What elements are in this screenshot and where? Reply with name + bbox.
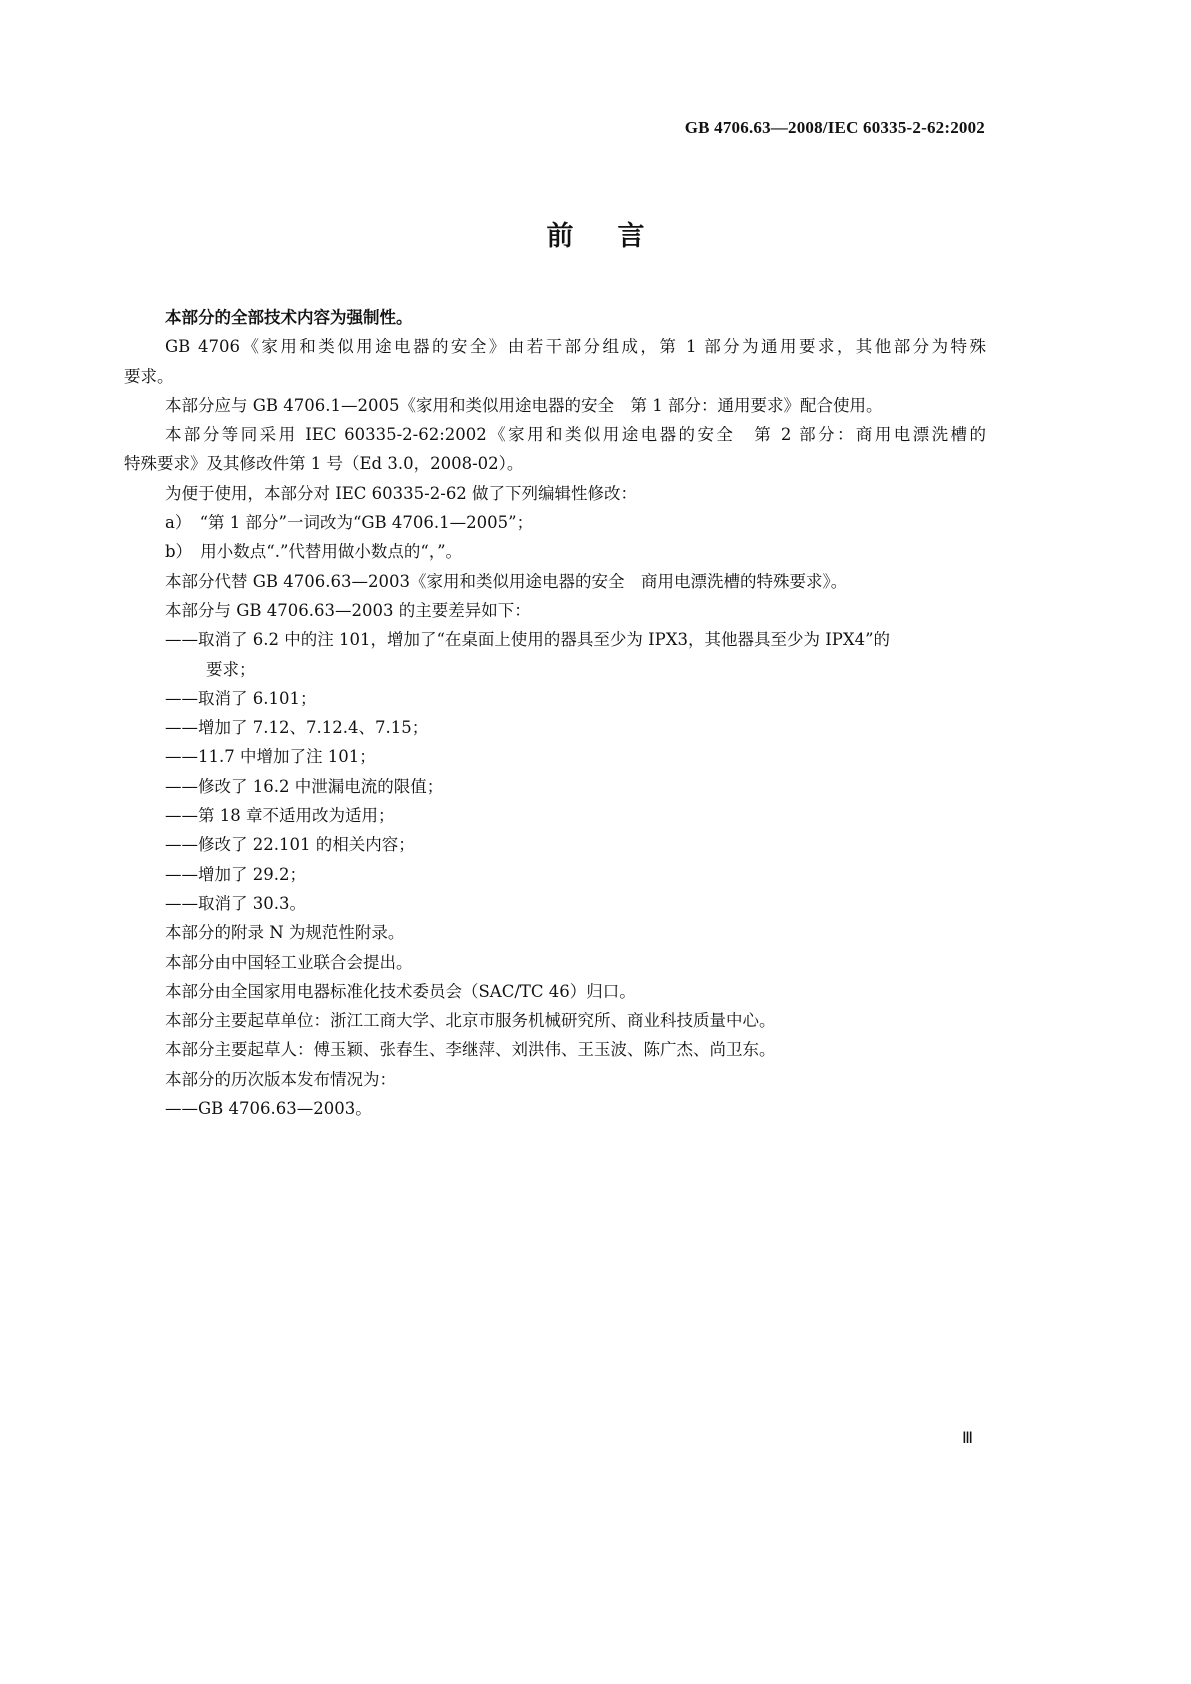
paragraph-proposer: 本部分由中国轻工业联合会提出。	[165, 952, 413, 972]
list-item: ——取消了 6.2 中的注 101，增加了“在桌面上使用的器具至少为 IPX3，其他器具至少为 IPX4”的	[165, 630, 891, 650]
list-item: ——取消了 30.3。	[165, 893, 306, 913]
paragraph-mandatory: 本部分的全部技术内容为强制性。	[165, 308, 413, 327]
list-item: ——11.7 中增加了注 101；	[165, 747, 376, 767]
paragraph-committee: 本部分由全国家用电器标准化技术委员会（SAC/TC 46）归口。	[165, 981, 636, 1001]
list-item: ——取消了 6.101；	[165, 688, 317, 708]
list-item: ——增加了 29.2；	[165, 864, 306, 884]
paragraph-edits: 为便于使用，本部分对 IEC 60335-2-62 做了下列编辑性修改：	[165, 483, 638, 503]
list-item: ——GB 4706.63—2003。	[165, 1099, 372, 1119]
standard-number-header: GB 4706.63—2008/IEC 60335-2-62:2002	[684, 118, 985, 137]
paragraph-series: GB 4706《家用和类似用途电器的安全》由若干部分组成，第 1 部分为通用要求，其他部分为特殊	[165, 337, 986, 357]
paragraph-drafters: 本部分主要起草人：傅玉颖、张春生、李继萍、刘洪伟、王玉波、陈广杰、尚卫东。	[165, 1040, 776, 1060]
paragraph-differences: 本部分与 GB 4706.63—2003 的主要差异如下：	[165, 600, 531, 620]
paragraph-annex: 本部分的附录 N 为规范性附录。	[165, 923, 405, 943]
page-title: 前言	[546, 221, 689, 252]
list-item: ——修改了 16.2 中泄漏电流的限值；	[165, 776, 444, 796]
paragraph-use-with: 本部分应与 GB 4706.1—2005《家用和类似用途电器的安全 第 1 部分：通用要求》配合使用。	[165, 395, 883, 415]
list-item: ——修改了 22.101 的相关内容；	[165, 835, 415, 855]
paragraph-adoption: 本部分等同采用 IEC 60335-2-62:2002《家用和类似用途电器的安全 第 2 部分：商用电漂洗槽的	[165, 425, 986, 445]
list-item: ——增加了 7.12、7.12.4、7.15；	[165, 718, 429, 738]
page-number: Ⅲ	[962, 1430, 974, 1447]
paragraph-drafting-units: 本部分主要起草单位：浙江工商大学、北京市服务机械研究所、商业科技质量中心。	[165, 1011, 776, 1031]
paragraph-series-cont: 要求。	[124, 366, 174, 386]
list-item: a） “第 1 部分”一词改为“GB 4706.1—2005”；	[165, 513, 534, 533]
list-item: ——第 18 章不适用改为适用；	[165, 806, 395, 826]
document-body	[124, 303, 986, 1123]
list-item: b） 用小数点“.”代替用做小数点的“，”。	[165, 542, 463, 562]
paragraph-adoption-cont: 特殊要求》及其修改件第 1 号（Ed 3.0，2008-02）。	[124, 454, 524, 474]
paragraph-history: 本部分的历次版本发布情况为：	[165, 1069, 396, 1089]
paragraph-replaces: 本部分代替 GB 4706.63—2003《家用和类似用途电器的安全 商用电漂洗槽的特殊要求》。	[165, 571, 848, 591]
list-item-cont: 要求；	[206, 659, 256, 679]
